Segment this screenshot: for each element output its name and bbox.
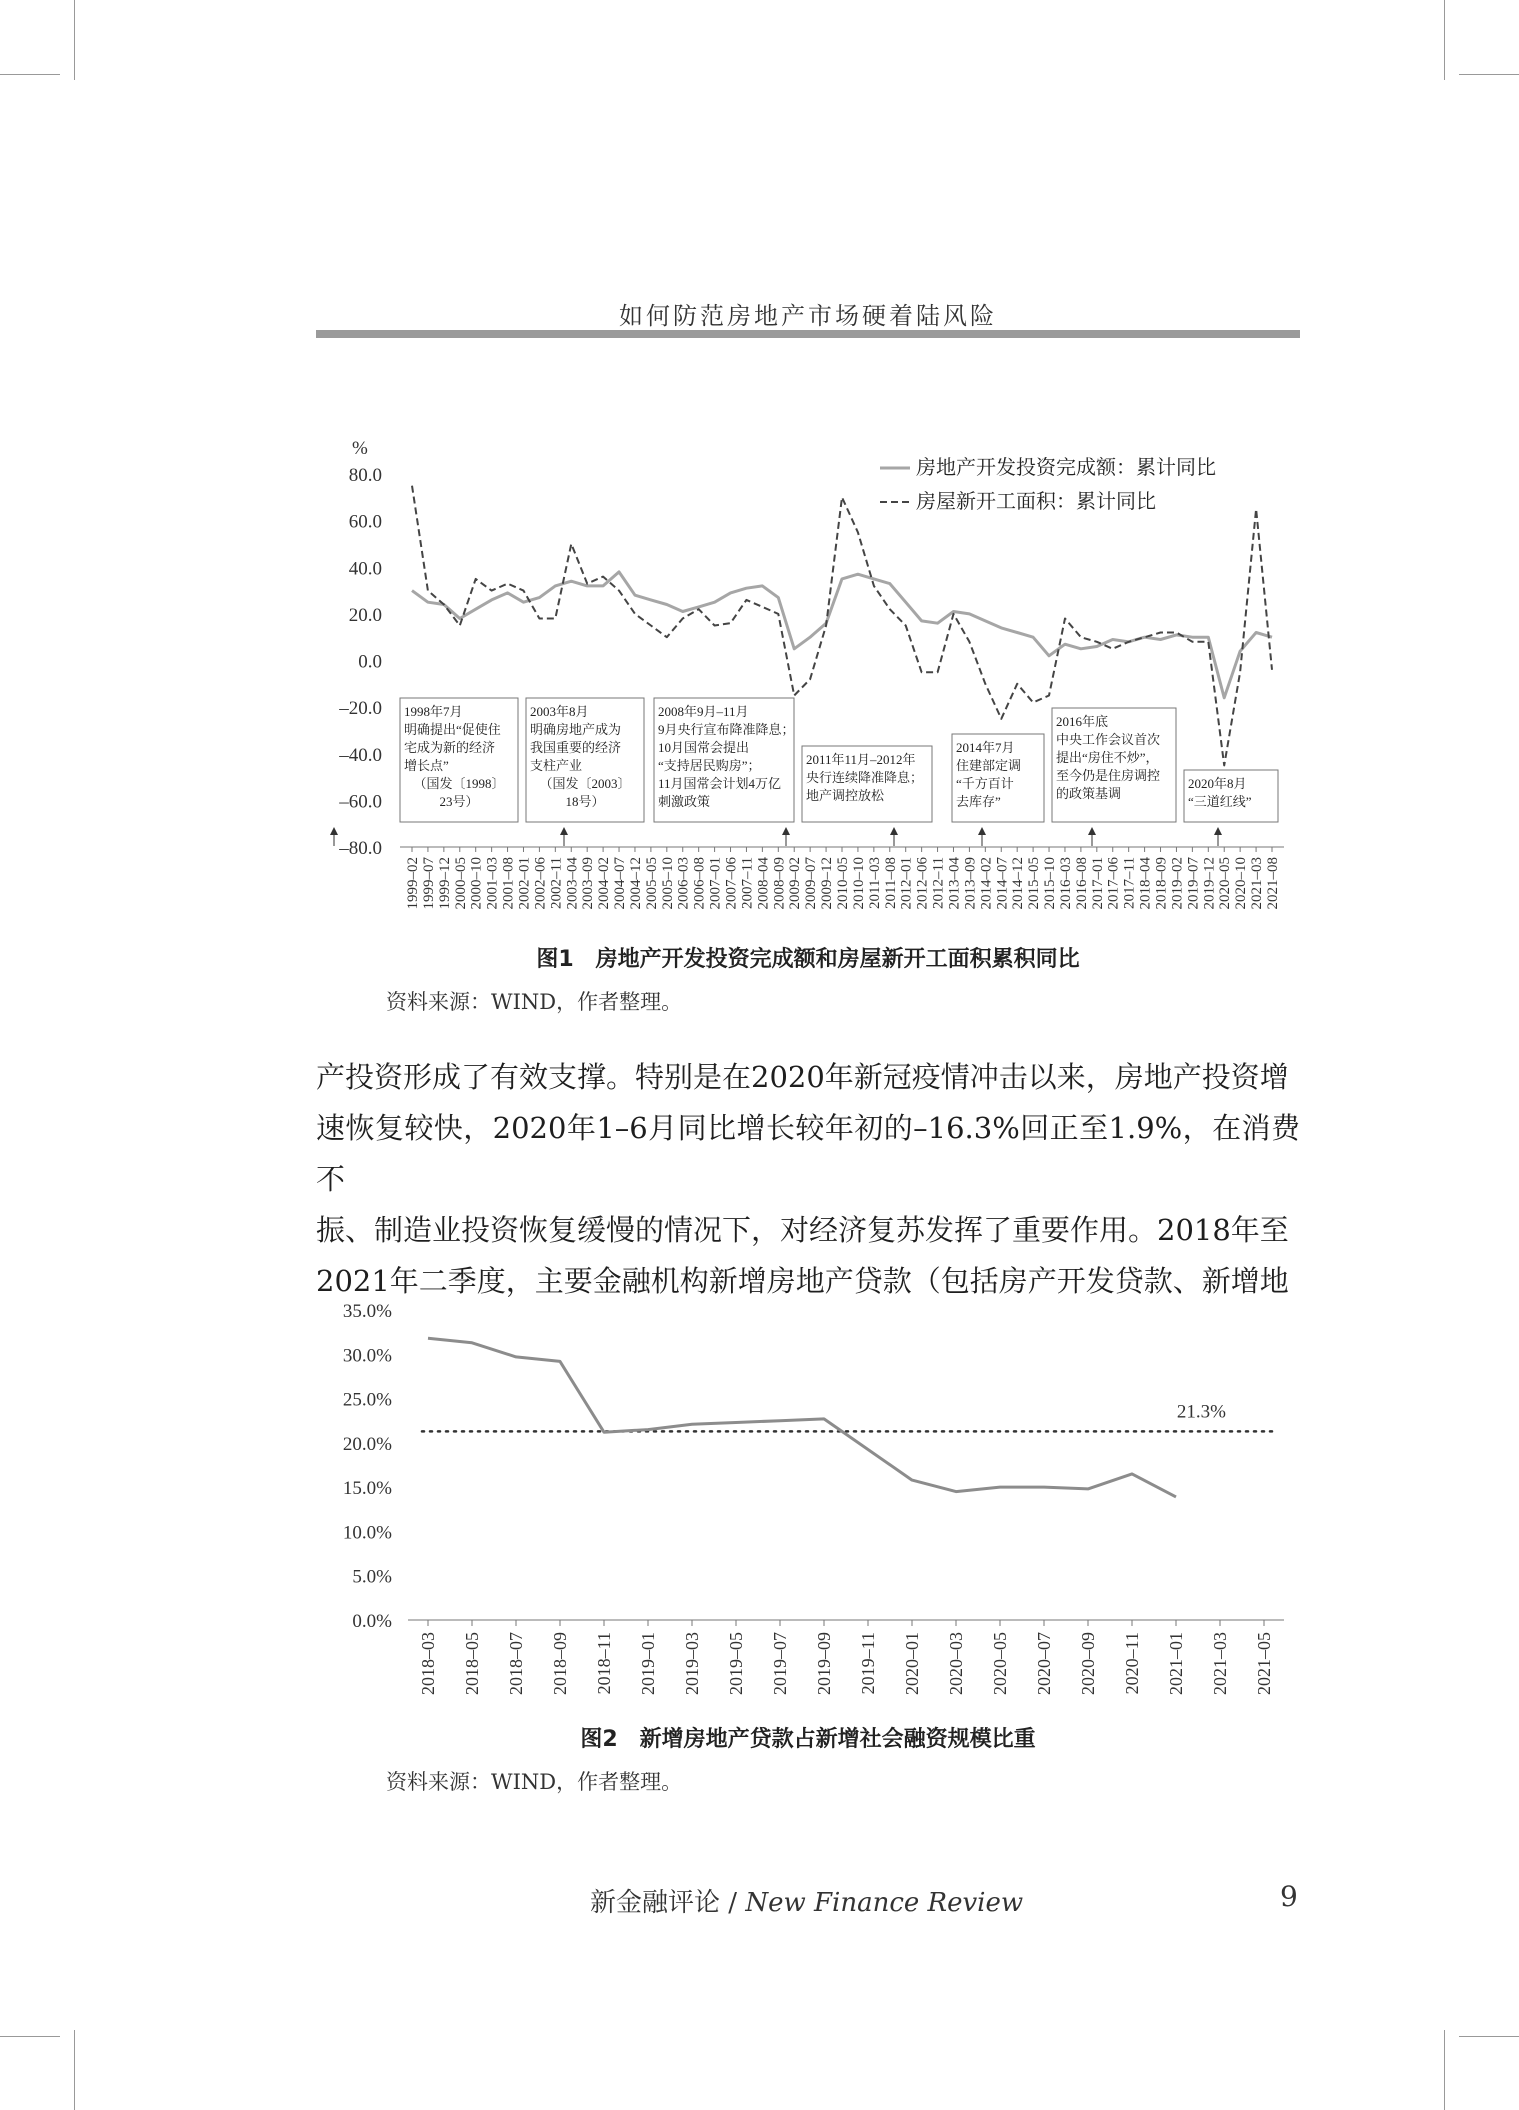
crop-mark: [0, 2036, 60, 2037]
x-tick-label: 2016–03: [1057, 857, 1074, 910]
annotation-text: 明确房地产成为: [530, 722, 622, 737]
annotation-text: “支持居民购房”；: [658, 758, 761, 773]
x-tick-label: 2011–08: [882, 857, 899, 909]
annotation-arrowhead: [1214, 827, 1222, 835]
x-tick-label: 2018–11: [594, 1632, 614, 1695]
x-tick-label: 2021–01: [1166, 1632, 1186, 1695]
figure-1-caption: 图1 房地产开发投资完成额和房屋新开工面积累积同比: [536, 947, 1080, 972]
page-number: 9: [1280, 1880, 1298, 1913]
annotation-text: 地产调控放松: [806, 788, 885, 803]
crop-mark: [1444, 0, 1445, 80]
x-tick-label: 2017–11: [1121, 857, 1138, 909]
x-tick-label: 2000–05: [452, 857, 469, 910]
x-tick-label: 2002–11: [548, 857, 565, 909]
figure-2-caption: 图2 新增房地产贷款占新增社会融资规模比重: [580, 1727, 1036, 1752]
x-tick-label: 2012–06: [914, 857, 931, 910]
x-tick-label: 2017–01: [1089, 857, 1106, 910]
x-tick-label: 1999–02: [405, 857, 421, 910]
x-tick-label: 2018–05: [462, 1632, 482, 1695]
figure-2-source: 资料来源：WIND，作者整理。: [386, 1770, 683, 1794]
x-tick-label: 2019–05: [726, 1632, 746, 1695]
x-tick-label: 2005–05: [643, 857, 660, 910]
x-tick-label: 2019–09: [814, 1632, 834, 1695]
x-tick-label: 2019–01: [638, 1632, 658, 1695]
x-tick-label: 2015–10: [1042, 857, 1059, 910]
annotation-text: “千方百计: [956, 776, 1014, 791]
annotation-text: 刺激政策: [658, 794, 711, 809]
annotation-text: 央行连续降准降息；: [806, 770, 924, 785]
body-line: 振、制造业投资恢复缓慢的情况下，对经济复苏发挥了重要作用。2018年至: [316, 1213, 1289, 1247]
crop-mark: [0, 74, 60, 75]
figure-1-source: 资料来源：WIND，作者整理。: [386, 990, 683, 1014]
x-tick-label: 2020–05: [990, 1632, 1010, 1695]
x-tick-label: 2019–11: [858, 1632, 878, 1695]
annotation-text: 9月央行宣布降准降息；: [658, 722, 795, 737]
x-tick-label: 2017–06: [1105, 857, 1122, 910]
legend-label: 房屋新开工面积：累计同比: [916, 491, 1156, 513]
y-tick-label: 80.0: [348, 465, 382, 486]
annotation-arrowhead: [1088, 827, 1096, 835]
x-tick-label: 2008–09: [771, 857, 788, 910]
y-tick-label: 60.0: [348, 511, 382, 533]
x-tick-label: 1999–12: [436, 857, 453, 910]
annotation-text: 1998年7月: [404, 704, 463, 719]
figure-1-chart: [316, 430, 1300, 930]
x-tick-label: 2020–10: [1233, 857, 1250, 910]
x-tick-label: 2019–03: [682, 1632, 702, 1695]
header-rule: [316, 330, 1300, 338]
y-tick-label: 5.0%: [352, 1566, 392, 1588]
y-tick-label: 30.0%: [342, 1345, 392, 1367]
annotation-arrowhead: [978, 827, 986, 835]
annotation-text: 支柱产业: [530, 758, 583, 773]
annotation-text: 2016年底: [1056, 714, 1109, 729]
x-tick-label: 2019–12: [1201, 857, 1218, 910]
x-tick-label: 2019–07: [1185, 857, 1202, 910]
annotation-text: 2020年8月: [1188, 776, 1247, 791]
annotation-text: 增长点”: [404, 758, 449, 773]
legend-label: 房地产开发投资完成额：累计同比: [916, 457, 1216, 479]
annotation-text: 23号）: [439, 794, 479, 809]
annotation-arrowhead: [330, 827, 338, 835]
annotation-arrowhead: [890, 827, 898, 835]
series-line-investment: [412, 572, 1272, 698]
journal-footer: 新金融评论 / New Finance Review: [590, 1888, 1024, 1918]
annotation-text: 18号）: [565, 794, 605, 809]
annotation-text: （国发〔2003〕: [539, 776, 631, 791]
annotation-text: 明确提出“促使住: [404, 722, 501, 737]
x-tick-label: 2021–03: [1249, 857, 1266, 910]
body-line: 速恢复较快，2020年1–6月同比增长较年初的–16.3%回正至1.9%，在消费不: [316, 1111, 1300, 1196]
x-tick-label: 2012–01: [898, 857, 915, 910]
annotation-text: 2014年7月: [956, 740, 1015, 755]
x-tick-label: 1999–07: [420, 857, 437, 910]
x-tick-label: 2013–04: [946, 857, 963, 910]
x-tick-label: 2007–06: [723, 857, 740, 910]
y-tick-label: 0.0: [358, 651, 382, 673]
y-tick-label: 25.0%: [342, 1389, 392, 1411]
figure-2-chart: [316, 1290, 1300, 1730]
y-tick-label: 40.0: [348, 558, 382, 580]
annotation-arrowhead: [560, 827, 568, 835]
x-tick-label: 2020–05: [1217, 857, 1234, 910]
annotation-arrowhead: [782, 827, 790, 835]
x-tick-label: 2018–07: [506, 1632, 526, 1695]
y-tick-label: –20.0: [339, 698, 382, 720]
y-tick-label: –60.0: [339, 791, 382, 813]
y-tick-label: 35.0%: [342, 1301, 392, 1322]
x-tick-label: 2010–05: [835, 857, 851, 910]
x-tick-label: 2013–09: [962, 857, 979, 910]
x-tick-label: 2021–08: [1265, 857, 1281, 910]
y-tick-label: 0.0%: [352, 1611, 392, 1632]
annotation-text: 11月国常会计划4万亿: [658, 776, 782, 791]
annotation-text: 住建部定调: [956, 758, 1022, 773]
x-tick-label: 2018–04: [1137, 857, 1154, 910]
journal-cn: 新金融评论: [590, 1888, 721, 1918]
x-tick-label: 2009–12: [819, 857, 836, 910]
x-tick-label: 2003–09: [580, 857, 597, 910]
x-tick-label: 2007–01: [707, 857, 724, 910]
x-tick-label: 2018–03: [418, 1632, 438, 1695]
x-tick-label: 2014–02: [978, 857, 995, 910]
body-line: 产投资形成了有效支撑。特别是在2020年新冠疫情冲击以来，房地产投资增: [316, 1060, 1289, 1094]
x-tick-label: 2009–02: [787, 857, 804, 910]
annotation-text: 2008年9月–11月: [658, 704, 749, 719]
crop-mark: [1444, 2030, 1445, 2110]
x-tick-label: 2005–10: [659, 857, 676, 910]
x-tick-label: 2018–09: [1153, 857, 1170, 910]
crop-mark: [74, 2030, 75, 2110]
x-tick-label: 2020–11: [1122, 1632, 1142, 1695]
x-tick-label: 2012–11: [930, 857, 947, 909]
annotation-text: （国发〔1998〕: [413, 776, 505, 791]
annotation-text: 2003年8月: [530, 704, 589, 719]
x-tick-label: 2004–07: [612, 857, 629, 910]
x-tick-label: 2009–07: [803, 857, 820, 910]
x-tick-label: 2020–09: [1078, 1632, 1098, 1695]
x-tick-label: 2021–05: [1254, 1632, 1274, 1695]
x-tick-label: 2015–05: [1026, 857, 1043, 910]
x-tick-label: 2001–03: [484, 857, 501, 910]
annotation-text: 提出“房住不炒”，: [1056, 750, 1159, 765]
x-tick-label: 2010–10: [850, 857, 867, 910]
crop-mark: [74, 0, 75, 80]
annotation-text: 中央工作会议首次: [1056, 732, 1161, 747]
x-tick-label: 2011–03: [866, 857, 883, 909]
x-tick-label: 2002–01: [516, 857, 533, 910]
x-tick-label: 2020–01: [902, 1632, 922, 1695]
annotation-text: 我国重要的经济: [530, 740, 622, 755]
annotation-text: 至今仍是住房调控: [1056, 768, 1161, 783]
body-paragraph: [316, 1052, 1300, 1307]
y-axis-unit: %: [352, 438, 368, 459]
x-tick-label: 2000–10: [468, 857, 485, 910]
y-tick-label: 10.0%: [342, 1522, 392, 1544]
series-line-loan-share: [428, 1338, 1176, 1497]
crop-mark: [1459, 74, 1519, 75]
x-tick-label: 2020–03: [946, 1632, 966, 1695]
x-tick-label: 2008–04: [755, 857, 772, 910]
annotation-text: 的政策基调: [1056, 786, 1122, 801]
annotation-text: “三道红线”: [1188, 794, 1252, 809]
journal-en: New Finance Review: [745, 1888, 1024, 1918]
x-tick-label: 2014–07: [994, 857, 1011, 910]
x-tick-label: 2020–07: [1034, 1632, 1054, 1695]
y-tick-label: 20.0%: [342, 1433, 392, 1455]
x-tick-label: 2021–03: [1210, 1632, 1230, 1695]
annotation-text: 去库存”: [956, 794, 1001, 809]
x-tick-label: 2019–02: [1169, 857, 1186, 910]
running-head: 如何防范房地产市场硬着陆风险: [619, 302, 997, 330]
x-tick-label: 2019–07: [770, 1632, 790, 1695]
x-tick-label: 2001–08: [500, 857, 517, 910]
y-tick-label: –40.0: [339, 744, 382, 766]
annotation-text: 10月国常会提出: [658, 740, 750, 755]
x-tick-label: 2014–12: [1010, 857, 1027, 910]
y-tick-label: –80.0: [339, 838, 382, 859]
x-tick-label: 2018–09: [550, 1632, 570, 1695]
x-tick-label: 2016–08: [1073, 857, 1090, 910]
x-tick-label: 2006–03: [675, 857, 692, 910]
annotation-text: 宅成为新的经济: [404, 740, 496, 755]
x-tick-label: 2007–11: [739, 857, 756, 909]
reference-line-label: 21.3%: [1176, 1401, 1226, 1423]
x-tick-label: 2003–04: [564, 857, 581, 910]
y-tick-label: 15.0%: [342, 1478, 392, 1500]
x-tick-label: 2006–08: [691, 857, 708, 910]
x-tick-label: 2004–12: [627, 857, 644, 910]
body-line: 2021年二季度，主要金融机构新增房地产贷款（包括房产开发贷款、新增地: [316, 1264, 1289, 1298]
y-tick-label: 20.0: [348, 604, 382, 626]
crop-mark: [1459, 2036, 1519, 2037]
x-tick-label: 2002–06: [532, 857, 549, 910]
annotation-text: 2011年11月–2012年: [806, 752, 916, 767]
x-tick-label: 2004–02: [596, 857, 613, 910]
